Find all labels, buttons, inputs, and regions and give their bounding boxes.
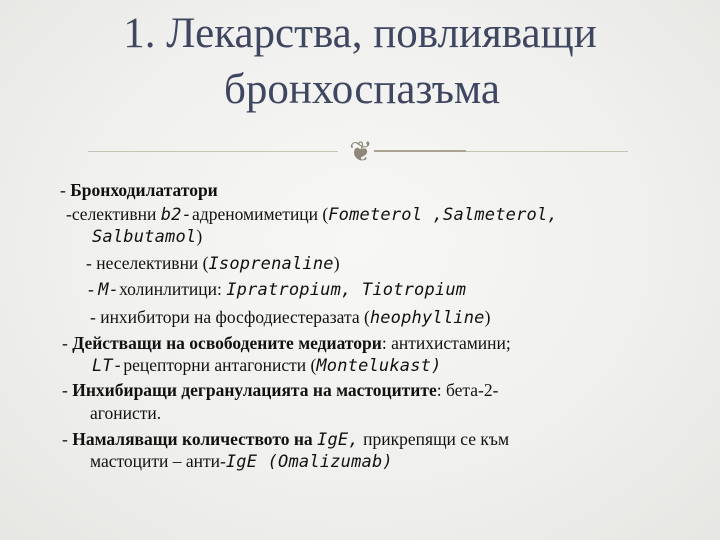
title-line-2: бронхоспазъма — [224, 66, 500, 113]
list-item: - Действащи на освободените медиатори: антихистамини; — [62, 333, 511, 353]
list-item: - M-холинлитици: Ipratropium, Tiotropium — [88, 279, 467, 300]
list-item: агонисти. — [90, 403, 162, 423]
list-item: - Бронходилататори — [60, 180, 218, 200]
list-item: - Инхибиращи дегранулацията на мастоцитите: бета-2- — [62, 380, 499, 400]
list-item: - неселективни (Isoprenaline) — [86, 253, 340, 274]
list-item: -селективни b2-адреномиметици (Fometerol ,Salmeterol, — [66, 204, 558, 225]
list-item: мастоцити – анти-IgE (Omalizumab) — [90, 451, 393, 472]
leaf-flourish-icon: ❦ — [349, 135, 373, 168]
title-line-1: 1. Лекарства, повлияващи — [123, 10, 597, 57]
list-item: - Намаляващи количеството на IgE, прикрепящи се към — [62, 429, 510, 450]
list-item: - инхибитори на фосфодиестеразата (heophylline) — [90, 307, 491, 328]
list-item: LT-рецепторни антагонисти (Montelukast) — [92, 355, 442, 376]
list-item: Salbutamol) — [92, 226, 203, 247]
